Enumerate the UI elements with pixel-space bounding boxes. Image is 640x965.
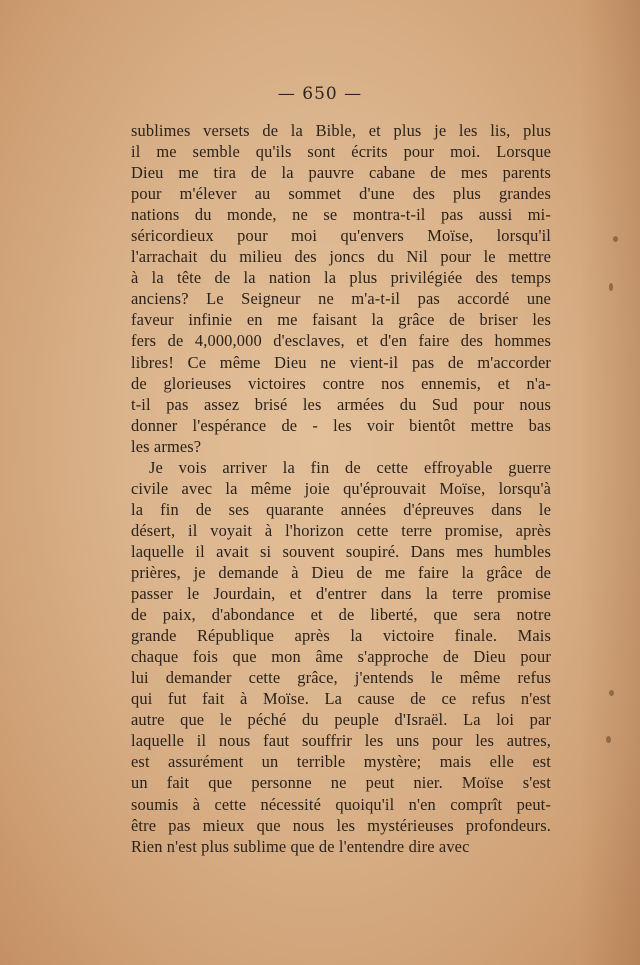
text-line: Dieu me tira de la pauvre cabane de mes parents — [131, 163, 551, 183]
text-line: être pas mieux que nous les mystérieuses profondeurs. — [131, 815, 551, 835]
text-line: l'arrachait du milieu des joncs du Nil pour le mettre — [131, 247, 551, 267]
body-text — [131, 120, 551, 857]
text-line: anciens? Le Seigneur ne m'a-t-il pas accordé une — [131, 289, 551, 309]
text-line: qui fut fait à Moïse. La cause de ce refus n'est — [131, 689, 551, 709]
text-line: nations du monde, ne se montra-t-il pas aussi mi- — [131, 205, 551, 225]
text-line: les armes? — [131, 436, 202, 456]
text-line: soumis à cette nécessité quoiqu'il n'en comprît peut- — [131, 794, 551, 814]
text-line: laquelle il avait si souvent soupiré. Dans mes humbles — [131, 541, 551, 561]
text-line: civile avec la même joie qu'éprouvait Moïse, lorsqu'à — [131, 478, 551, 498]
text-line: grande République après la victoire finale. Mais — [131, 626, 551, 646]
text-line: libres! Ce même Dieu ne vient-il pas de m'accorder — [131, 352, 551, 372]
page-edge-shadow — [580, 0, 640, 965]
text-line: laquelle il nous faut souffrir les uns pour les autres, — [131, 731, 551, 751]
text-line: pour m'élever au sommet d'une des plus grandes — [131, 184, 551, 204]
text-line: faveur infinie en me faisant la grâce de briser les — [131, 310, 551, 330]
text-line: chaque fois que mon âme s'approche de Dieu pour — [131, 647, 551, 667]
text-line: à la tête de la nation la plus privilégiée des temps — [131, 268, 551, 288]
text-line: la fin de ses quarante années d'épreuves dans le — [131, 499, 551, 519]
text-line: Je vois arriver la fin de cette effroyable guerre — [149, 457, 551, 477]
paper-spot — [613, 236, 618, 242]
paper-spot — [606, 736, 611, 743]
text-line: un fait que personne ne peut nier. Moïse s'est — [131, 773, 551, 793]
text-line: fers de 4,000,000 d'esclaves, et d'en faire des hommes — [131, 331, 551, 351]
text-line: est assurément un terrible mystère; mais elle est — [131, 752, 551, 772]
text-line: il me semble qu'ils sont écrits pour moi. Lorsque — [131, 142, 551, 162]
text-line: de paix, d'abondance et de liberté, que sera notre — [131, 605, 551, 625]
text-line: prières, je demande à Dieu de me faire la grâce de — [131, 562, 551, 582]
text-line: donner l'espérance de - les voir bientôt mettre bas — [131, 415, 551, 435]
text-line: passer le Jourdain, et d'entrer dans la terre promise — [131, 584, 551, 604]
text-line: Rien n'est plus sublime que de l'entendre dire avec — [131, 836, 470, 856]
text-line: désert, il voyait à l'horizon cette terre promise, après — [131, 520, 551, 540]
paper-spot — [609, 690, 614, 696]
text-line: séricordieux pour moi qu'envers Moïse, lorsqu'il — [131, 226, 551, 246]
text-line: sublimes versets de la Bible, et plus je les lis, plus — [131, 121, 551, 140]
text-line: t-il pas assez brisé les armées du Sud pour nous — [131, 394, 551, 414]
text-line: autre que le péché du peuple d'Israël. La loi par — [131, 710, 551, 730]
text-line: de glorieuses victoires contre nos ennemis, et n'a- — [131, 373, 551, 393]
page-number: — 650 — — [277, 84, 363, 104]
paper-spot — [609, 283, 613, 291]
text-line: lui demander cette grâce, j'entends le même refus — [131, 668, 551, 688]
